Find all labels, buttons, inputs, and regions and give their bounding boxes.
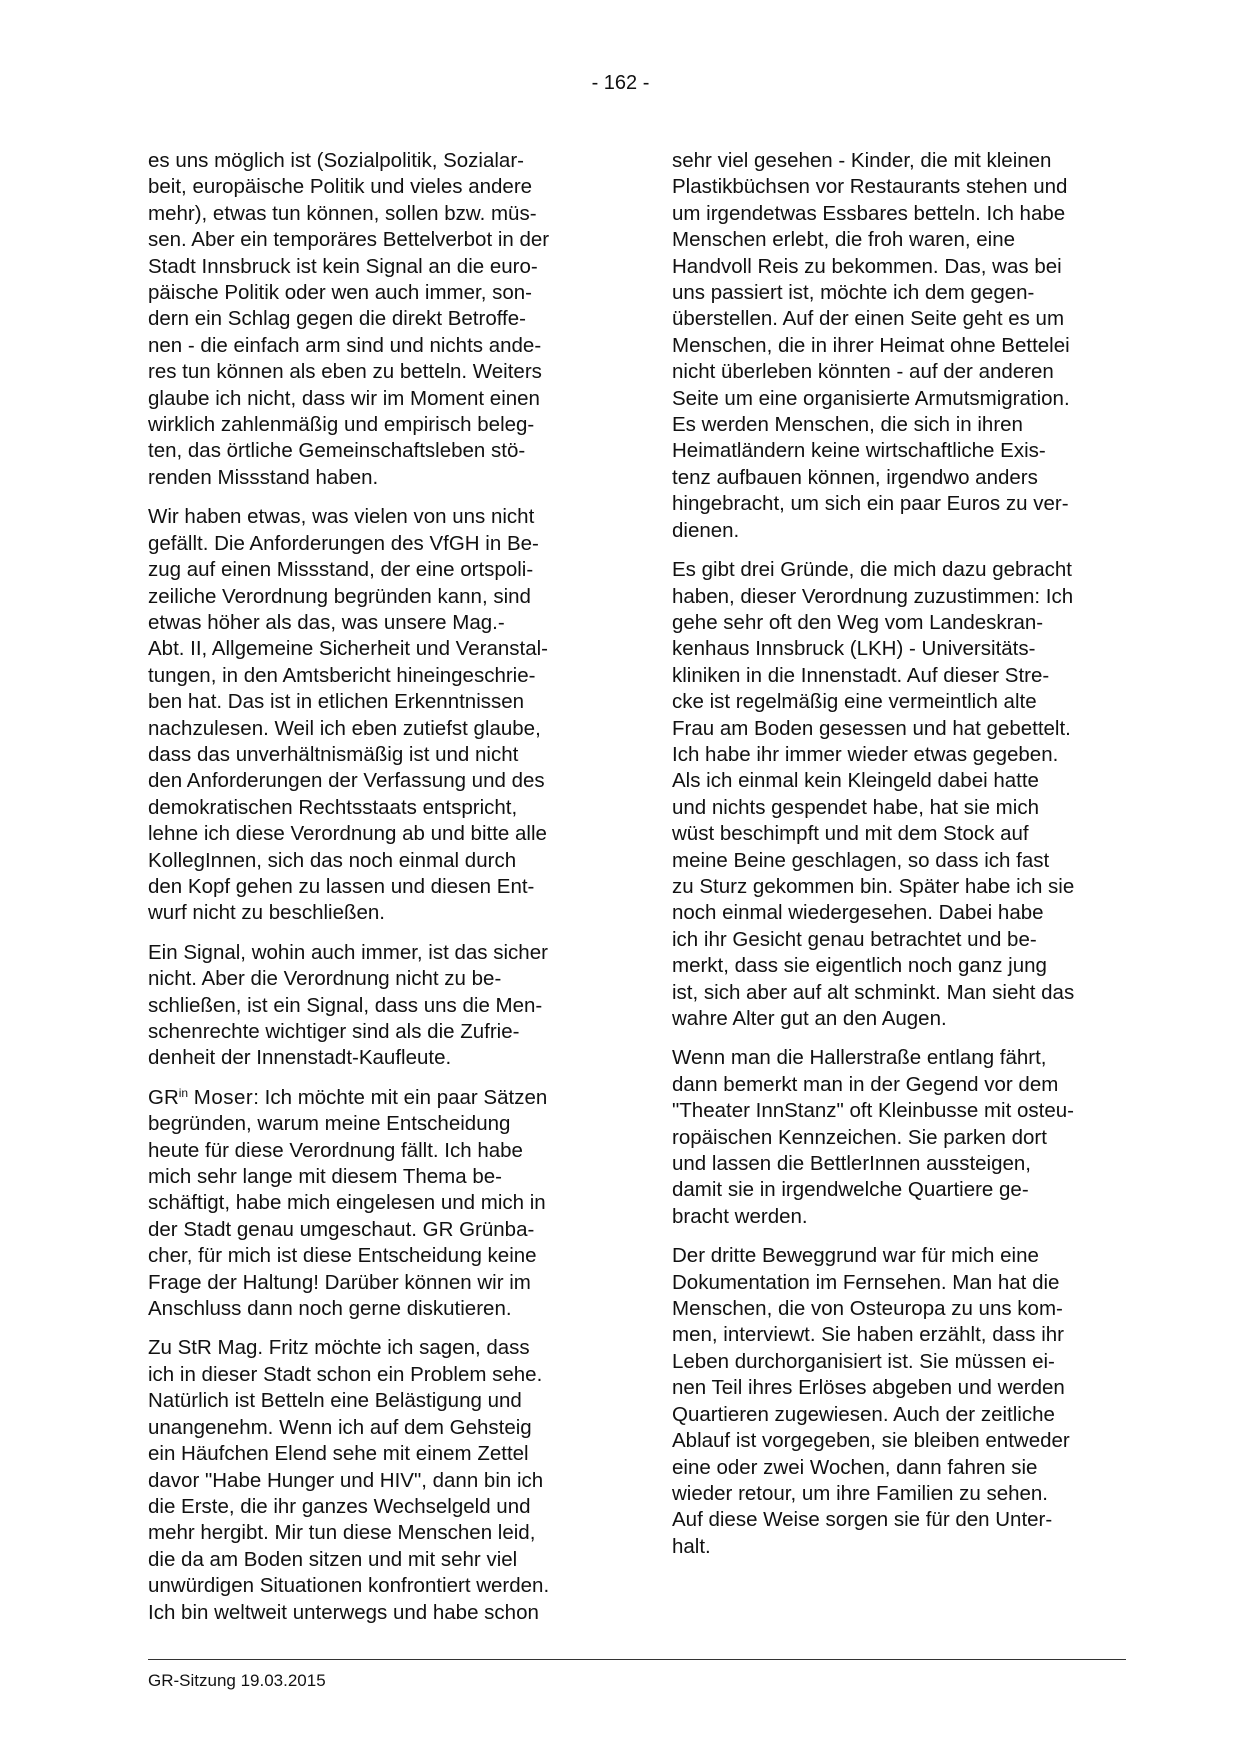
paragraph-line: Ich bin weltweit unterwegs und habe schon — [148, 1600, 539, 1624]
paragraph — [672, 148, 1124, 544]
paragraph-line: etwas höher als das, was unsere Mag.- — [148, 610, 505, 634]
paragraph-line: Frau am Boden gesessen und hat gebettelt. — [672, 716, 1071, 740]
paragraph-line: tenz aufbauen können, irgendwo anders — [672, 465, 1038, 489]
paragraph-line: die Erste, die ihr ganzes Wechselgeld und — [148, 1494, 531, 1518]
paragraph-line: demokratischen Rechtsstaats entspricht, — [148, 795, 518, 819]
paragraph-line: begründen, warum meine Entscheidung — [148, 1112, 511, 1136]
paragraph-line: ist, sich aber auf alt schminkt. Man sieht das — [672, 980, 1075, 1004]
paragraph-line: ten, das örtliche Gemeinschaftsleben stö- — [148, 439, 526, 463]
paragraph-line: noch einmal wiedergesehen. Dabei habe — [672, 901, 1044, 925]
paragraph-line: Der dritte Beweggrund war für mich eine — [672, 1244, 1039, 1268]
paragraph-line: haben, dieser Verordnung zuzustimmen: Ich — [672, 584, 1074, 608]
paragraph-line: wieder retour, um ihre Familien zu sehen. — [672, 1481, 1049, 1505]
paragraph-line: Leben durchorganisiert ist. Sie müssen ei- — [672, 1349, 1055, 1373]
paragraph — [672, 1045, 1124, 1230]
paragraph-line: denheit der Innenstadt-Kaufleute. — [148, 1046, 452, 1070]
paragraph-line: dass das unverhältnismäßig ist und nicht — [148, 742, 519, 766]
speaker-title-superscript: in — [178, 1085, 189, 1100]
paragraph-line: es uns möglich ist (Sozialpolitik, Sozialar- — [148, 149, 524, 172]
paragraph-line: Stadt Innsbruck ist kein Signal an die euro- — [148, 254, 538, 278]
paragraph-line: sehr viel gesehen - Kinder, die mit kleinen — [672, 149, 1052, 172]
paragraph-line: Heimatländern keine wirtschaftliche Exis- — [672, 439, 1046, 463]
paragraph-line: beit, europäische Politik und vieles andere — [148, 175, 533, 199]
paragraph-line — [148, 1085, 600, 1111]
paragraph-line: meine Beine geschlagen, so dass ich fast — [672, 848, 1050, 872]
paragraph-line: kliniken in die Innenstadt. Auf dieser Stre- — [672, 663, 1050, 687]
paragraph-line: überstellen. Auf der einen Seite geht es um — [672, 307, 1065, 331]
paragraph-line: dienen. — [672, 518, 740, 542]
paragraph-line: gehe sehr oft den Weg vom Landeskran- — [672, 610, 1044, 634]
paragraph-line: dann bemerkt man in der Gegend vor dem — [672, 1072, 1059, 1096]
paragraph-line: ben hat. Das ist in etlichen Erkenntnissen — [148, 690, 525, 714]
paragraph-line: ich ihr Gesicht genau betrachtet und be- — [672, 927, 1037, 951]
paragraph-line: die da am Boden sitzen und mit sehr viel — [148, 1547, 518, 1571]
paragraph-line: Menschen, die in ihrer Heimat ohne Bettelei — [672, 333, 1070, 357]
paragraph-line: zu Sturz gekommen bin. Später habe ich sie — [672, 874, 1075, 898]
paragraph-line: KollegInnen, sich das noch einmal durch — [148, 848, 517, 872]
speaker-title: GR — [148, 1085, 179, 1109]
paragraph-line: dern ein Schlag gegen die direkt Betroffe- — [148, 307, 526, 331]
paragraph-line: Es gibt drei Gründe, die mich dazu gebracht — [672, 558, 1072, 582]
right-column — [672, 148, 1124, 1573]
paragraph-line: zug auf einen Missstand, der eine ortspoli- — [148, 558, 534, 582]
speaker-first-line-text: : Ich möchte mit ein paar Sätzen — [253, 1085, 548, 1109]
paragraph-line: mehr), etwas tun können, sollen bzw. müs- — [148, 201, 537, 225]
paragraph — [148, 504, 600, 927]
paragraph-line: Natürlich ist Betteln eine Belästigung und — [148, 1389, 522, 1413]
paragraph-line: Anschluss dann noch gerne diskutieren. — [148, 1297, 512, 1321]
paragraph-line: Menschen erlebt, die froh waren, eine — [672, 228, 1016, 252]
paragraph-line: bracht werden. — [672, 1204, 808, 1228]
paragraph-line: Quartieren zugewiesen. Auch der zeitliche — [672, 1402, 1055, 1426]
paragraph-line: eine oder zwei Wochen, dann fahren sie — [672, 1455, 1038, 1479]
paragraph-line: Wir haben etwas, was vielen von uns nicht — [148, 505, 535, 529]
speaker-name: Moser — [193, 1085, 254, 1109]
paragraph-line: schließen, ist ein Signal, dass uns die Men- — [148, 993, 543, 1017]
paragraph-line: zeiliche Verordnung begründen kann, sind — [148, 584, 531, 608]
paragraph-line: mehr hergibt. Mir tun diese Menschen leid, — [148, 1521, 536, 1545]
paragraph-line: nen Teil ihres Erlöses abgeben und werden — [672, 1376, 1065, 1400]
paragraph-line: schäftigt, habe mich eingelesen und mich in — [148, 1191, 546, 1215]
page-number: - 162 - — [591, 72, 650, 94]
paragraph-line: mich sehr lange mit diesem Thema be- — [148, 1165, 502, 1189]
paragraph-line: Wenn man die Hallerstraße entlang fährt, — [672, 1046, 1047, 1070]
paragraph-line: Plastikbüchsen vor Restaurants stehen und — [672, 175, 1068, 199]
paragraph — [672, 557, 1124, 1032]
paragraph-line: sen. Aber ein temporäres Bettelverbot in der — [148, 228, 550, 252]
paragraph-line: heute für diese Verordnung fällt. Ich habe — [148, 1138, 523, 1162]
paragraph-line: uns passiert ist, möchte ich dem gegen- — [672, 281, 1035, 305]
paragraph-line: nen - die einfach arm sind und nichts ande- — [148, 333, 542, 357]
footer-session-date: GR-Sitzung 19.03.2015 — [148, 1671, 326, 1690]
paragraph-line: halt. — [672, 1534, 711, 1558]
paragraph-line: um irgendetwas Essbares betteln. Ich habe — [672, 201, 1066, 225]
paragraph-line: wahre Alter gut an den Augen. — [672, 1007, 947, 1030]
paragraph — [148, 940, 600, 1072]
paragraph-line: nicht. Aber die Verordnung nicht zu be- — [148, 967, 502, 991]
paragraph-line: Es werden Menschen, die sich in ihren — [672, 413, 1023, 437]
paragraph-line: den Anforderungen der Verfassung und des — [148, 769, 545, 793]
paragraph-line: damit sie in irgendwelche Quartiere ge- — [672, 1178, 1029, 1202]
paragraph-line: Handvoll Reis zu bekommen. Das, was bei — [672, 254, 1062, 278]
paragraph-line: men, interviewt. Sie haben erzählt, dass ihr — [672, 1323, 1064, 1347]
paragraph-line: schenrechte wichtiger sind als die Zufrie- — [148, 1020, 520, 1043]
paragraph-line: ein Häufchen Elend sehe mit einem Zettel — [148, 1442, 529, 1466]
paragraph-line: Seite um eine organisierte Armutsmigration. — [672, 386, 1070, 410]
paragraph-line: der Stadt genau umgeschaut. GR Grünba- — [148, 1217, 535, 1241]
paragraph-line: Menschen, die von Osteuropa zu uns kom- — [672, 1297, 1063, 1321]
left-column — [148, 148, 600, 1639]
paragraph-line: glaube ich nicht, dass wir im Moment einen — [148, 386, 540, 410]
paragraph-line: hingebracht, um sich ein paar Euros zu ver- — [672, 492, 1069, 516]
paragraph-line: kenhaus Innsbruck (LKH) - Universitäts- — [672, 637, 1036, 661]
paragraph-line: Abt. II, Allgemeine Sicherheit und Veranstal- — [148, 637, 548, 661]
paragraph-line: renden Missstand haben. — [148, 465, 379, 489]
paragraph-line: gefällt. Die Anforderungen des VfGH in Be- — [148, 531, 539, 555]
paragraph-line: cke ist regelmäßig eine vermeintlich alte — [672, 690, 1037, 714]
speaker-paragraph — [148, 1085, 600, 1323]
paragraph-line: merkt, dass sie eigentlich noch ganz jung — [672, 954, 1047, 978]
paragraph-line: Als ich einmal kein Kleingeld dabei hatte — [672, 769, 1039, 793]
paragraph-line: und lassen die BettlerInnen aussteigen, — [672, 1152, 1032, 1176]
paragraph-line: Frage der Haltung! Darüber können wir im — [148, 1270, 531, 1294]
paragraph-line: ich in dieser Stadt schon ein Problem sehe. — [148, 1362, 543, 1386]
paragraph — [148, 148, 600, 491]
paragraph-line: Ablauf ist vorgegeben, sie bleiben entweder — [672, 1429, 1070, 1453]
paragraph-line: und nichts gespendet habe, hat sie mich — [672, 795, 1039, 819]
paragraph-line: tungen, in den Amtsbericht hineingeschrie- — [148, 663, 536, 687]
paragraph-line: päische Politik oder wen auch immer, son- — [148, 281, 532, 305]
paragraph-line: nicht überleben könnten - auf der anderen — [672, 360, 1054, 384]
paragraph-line: Zu StR Mag. Fritz möchte ich sagen, dass — [148, 1336, 530, 1360]
paragraph-line: cher, für mich ist diese Entscheidung keine — [148, 1244, 537, 1268]
paragraph-line: Ich habe ihr immer wieder etwas gegeben. — [672, 742, 1059, 766]
footer-divider — [148, 1659, 1126, 1660]
paragraph-line: wurf nicht zu beschließen. — [148, 901, 386, 925]
paragraph-line: Ein Signal, wohin auch immer, ist das sicher — [148, 940, 548, 964]
paragraph-line: wirklich zahlenmäßig und empirisch beleg- — [148, 413, 535, 437]
paragraph-line: wüst beschimpft und mit dem Stock auf — [672, 822, 1029, 846]
paragraph-line: Auf diese Weise sorgen sie für den Unter- — [672, 1508, 1053, 1532]
paragraph-line: nachzulesen. Weil ich eben zutiefst glaube, — [148, 716, 541, 740]
paragraph-line: Dokumentation im Fernsehen. Man hat die — [672, 1270, 1060, 1294]
paragraph-line: unangenehm. Wenn ich auf dem Gehsteig — [148, 1415, 532, 1439]
paragraph-line: ropäischen Kennzeichen. Sie parken dort — [672, 1125, 1047, 1149]
paragraph-line: davor "Habe Hunger und HIV", dann bin ich — [148, 1468, 544, 1492]
paragraph-line: res tun können als eben zu betteln. Weiters — [148, 360, 542, 384]
paragraph — [672, 1243, 1124, 1560]
paragraph-line: unwürdigen Situationen konfrontiert werden. — [148, 1574, 550, 1598]
paragraph-line: den Kopf gehen zu lassen und diesen Ent- — [148, 874, 535, 898]
paragraph-line: lehne ich diese Verordnung ab und bitte alle — [148, 822, 547, 846]
paragraph-line: "Theater InnStanz" oft Kleinbusse mit osteu- — [672, 1099, 1074, 1123]
paragraph — [148, 1335, 600, 1625]
